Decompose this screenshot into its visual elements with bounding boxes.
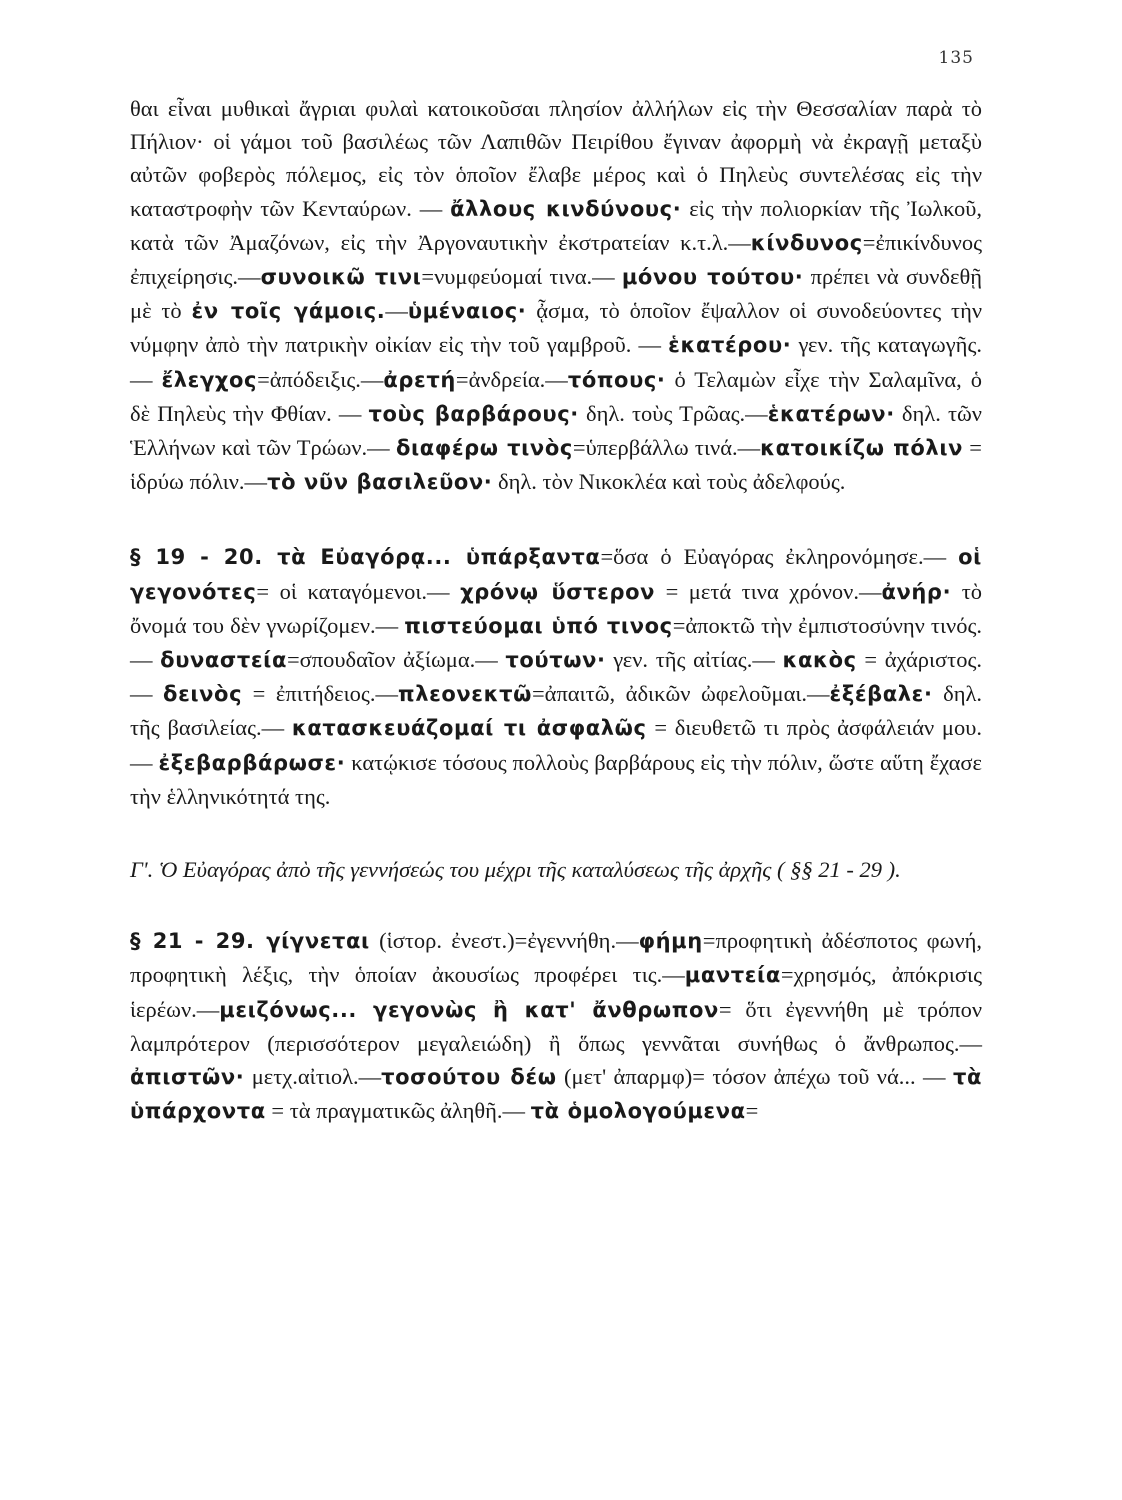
glossed-term: ἐξεβαρβάρωσε· [158, 750, 346, 775]
gloss-text: γεν. τῆς αἰτίας.— [605, 647, 783, 673]
gloss-text: = ἀχάριστος.— [130, 647, 983, 707]
gloss-text: =προφητικὴ ἀδέσποτος φωνή, προφητικὴ λέξις, τὴν ὁποίαν ἀκουσίως προφέρει τις.— [130, 928, 983, 988]
glossed-term: τοσούτου δέω [381, 1065, 557, 1090]
gloss-text: Γ'. Ὁ Εὐαγόρας ἀπὸ τῆς γεννήσεώς του μέχρι τῆς καταλύσεως τῆς ἀρχῆς ( §§ 21 - 29 ). [130, 857, 901, 883]
gloss-text: =ὅσα ὁ Εὐαγόρας ἐκληρονόμησε.— [600, 544, 959, 570]
glossed-term: δεινὸς [163, 682, 243, 707]
gloss-text: =ἀποκτῶ τὴν ἐμπιστοσύνην τινός.— [130, 612, 982, 673]
glossed-term: ἐξέβαλε· [829, 682, 933, 707]
gloss-text: =χρησμός, ἀπόκρισις ἱερέων.— [130, 962, 982, 1022]
glossed-term: διαφέρω τινὸς [395, 436, 573, 461]
glossed-term: μόνου τούτου· [621, 265, 804, 290]
gloss-text: θαι εἶναι μυθικαὶ ἄγριαι φυλαὶ κατοικοῦσαι πλησίον ἀλλήλων εἰς τὴν Θεσσαλίαν παρὰ τὸ Πήλιον· οἱ γάμοι τοῦ βασιλέως τῶν Λαπιθῶν Πειρίθου ἔγιναν ἀφορμὴ νὰ ἐκραγῇ μεταξὺ αὐτῶν φοβερὸς πόλεμος, εἰς τὸν ὁποῖον ἔλαβε μέρος καὶ ὁ Πηλεὺς συντελέσας εἰς τὴν καταστροφὴν τῶν Κενταύρων. — [130, 96, 982, 221]
commentary-paragraph-1 [130, 92, 982, 499]
section-heading-gamma [130, 853, 982, 886]
glossed-term: τοὺς βαρβάρους· [368, 401, 579, 426]
glossed-term: οἱ γεγονότες [130, 545, 982, 604]
gloss-text: δηλ. τῶν Ἑλλήνων καὶ τῶν Τρώων.— [130, 400, 982, 461]
gloss-text: (μετ' ἀπαρμφ)= τόσον ἀπέχω τοῦ νά... — [556, 1064, 953, 1090]
glossed-term: χρόνῳ ὕστερον [460, 579, 656, 604]
gloss-text: — [385, 298, 408, 324]
glossed-term: τὰ ὁμολογούμενα [530, 1099, 746, 1124]
gloss-text: = ὅτι ἐγεννήθη μὲ τρόπον λαμπρότερον (περισσότερον μεγαλειώδη) ἢ ὅπως γεννᾶται συνήθως ὁ ἄνθρωπος.— [130, 996, 982, 1056]
gloss-text: δηλ. τοὺς Τρῶας.— [578, 400, 768, 426]
gloss-text: ὁ Τελαμὼν εἶχε τὴν Σαλαμῖνα, ὁ δὲ Πηλεὺς τὴν Φθίαν. — [130, 366, 983, 426]
gloss-text: δηλ. τῆς βασιλείας.— [130, 681, 983, 741]
gloss-text: =ἀπόδειξις.— [257, 366, 384, 392]
glossed-term: πιστεύομαι ὑπό τινος [404, 613, 673, 638]
gloss-text: ᾆσμα, τὸ ὁποῖον ἔψαλλον οἱ συνοδεύοντες τὴν νύμφην ἀπὸ τὴν πατρικὴν οἰκίαν εἰς τὴν τοῦ γαμβροῦ. — [130, 298, 983, 358]
glossed-term: § 19 - 20. [130, 545, 278, 570]
glossed-term: τὸ νῦν βασιλεῦον· [267, 470, 493, 495]
glossed-term: κατασκευάζομαί τι ἀσφαλῶς [291, 716, 647, 741]
glossed-term: ἄλλους κινδύνους· [450, 196, 682, 221]
gloss-text: =ἀνδρεία.— [455, 366, 568, 392]
glossed-term: μαντεία [684, 963, 781, 988]
glossed-term: τούτων· [505, 648, 606, 673]
glossed-term: τὰ ὑπάρχοντα [130, 1065, 982, 1124]
gloss-text: = μετά τινα χρόνον.— [655, 578, 882, 604]
glossed-term: ἀρετή [383, 367, 456, 392]
gloss-text: = διευθετῶ τι πρὸς ἀσφάλειάν μου.— [130, 715, 983, 775]
gloss-text: τὸ ὄνομά του δὲν γνωρίζομεν.— [130, 578, 982, 638]
gloss-text: (ἱστορ. ἐνεστ.)=ἐγεννήθη.— [369, 928, 639, 954]
glossed-term: ὑμέναιος· [407, 299, 527, 324]
gloss-text: = ἱδρύω πόλιν.— [130, 435, 982, 495]
glossed-term: § 21 - 29. [130, 929, 267, 954]
gloss-text: = [745, 1098, 759, 1124]
gloss-text: εἰς τὴν πολιορκίαν τῆς Ἰωλκοῦ, κατὰ τῶν Ἀμαζόνων, εἰς τὴν Ἀργοναυτικὴν ἐκστρατείαν κ.τ.λ.— [130, 195, 982, 255]
gloss-text: δηλ. τὸν Νικοκλέα καὶ τοὺς ἀδελφούς. [492, 469, 846, 495]
glossed-term: γίγνεται [266, 929, 370, 954]
glossed-term: τὰ Εὐαγόρᾳ... ὑπάρξαντα [277, 545, 601, 570]
gloss-text: γεν. τῆς καταγωγῆς. — [130, 332, 982, 392]
glossed-term: κακὸς [782, 648, 857, 673]
gloss-text: =νυμφεύομαί τινα.— [421, 264, 622, 290]
commentary-paragraph-19-20 [130, 540, 982, 813]
glossed-term: κατοικίζω πόλιν [760, 436, 964, 461]
gloss-text: = οἱ καταγόμενοι.— [256, 578, 461, 604]
gloss-text: =ἐπικίνδυνος ἐπιχείρησις.— [130, 229, 982, 290]
commentary-paragraph-21-29 [130, 924, 982, 1128]
glossed-term: ἀπιστῶν· [130, 1065, 245, 1090]
glossed-term: πλεονεκτῶ [397, 682, 532, 707]
gloss-text: πρέπει νὰ συνδεθῇ μὲ τὸ [130, 264, 982, 324]
glossed-term: συνοικῶ τινι [260, 265, 422, 290]
page-body [130, 92, 982, 1128]
page-number: 135 [938, 48, 974, 68]
glossed-term: φήμη [638, 929, 703, 954]
glossed-term: τόπους· [567, 367, 666, 392]
gloss-text: μετχ.αἰτιολ.— [244, 1064, 382, 1090]
glossed-term: ἐν τοῖς γάμοις. [191, 299, 386, 324]
gloss-text: = τὰ πραγματικῶς ἀληθῆ.— [265, 1098, 531, 1124]
gloss-text: =σπουδαῖον ἀξίωμα.— [286, 647, 506, 673]
gloss-text: = ἐπιτήδειος.— [242, 681, 398, 707]
glossed-term: κίνδυνος [750, 230, 863, 255]
gloss-text: =ἀπαιτῶ, ἀδικῶν ὠφελοῦμαι.— [531, 681, 830, 707]
glossed-term: μειζόνως... γεγονὼς ἢ κατ' ἄνθρωπον [219, 997, 719, 1022]
glossed-term: ἀνήρ· [881, 579, 952, 604]
gloss-text: =ὑπερβάλλω τινά.— [572, 435, 761, 461]
glossed-term: ἔλεγχος [161, 367, 258, 392]
gloss-text: κατῴκισε τόσους πολλοὺς βαρβάρους εἰς τὴν πόλιν, ὥστε αὕτη ἔχασε τὴν ἑλληνικότητά της. [130, 749, 983, 809]
glossed-term: ἑκατέρου· [668, 333, 792, 358]
glossed-term: δυναστεία [160, 648, 287, 673]
glossed-term: ἑκατέρων· [767, 401, 895, 426]
